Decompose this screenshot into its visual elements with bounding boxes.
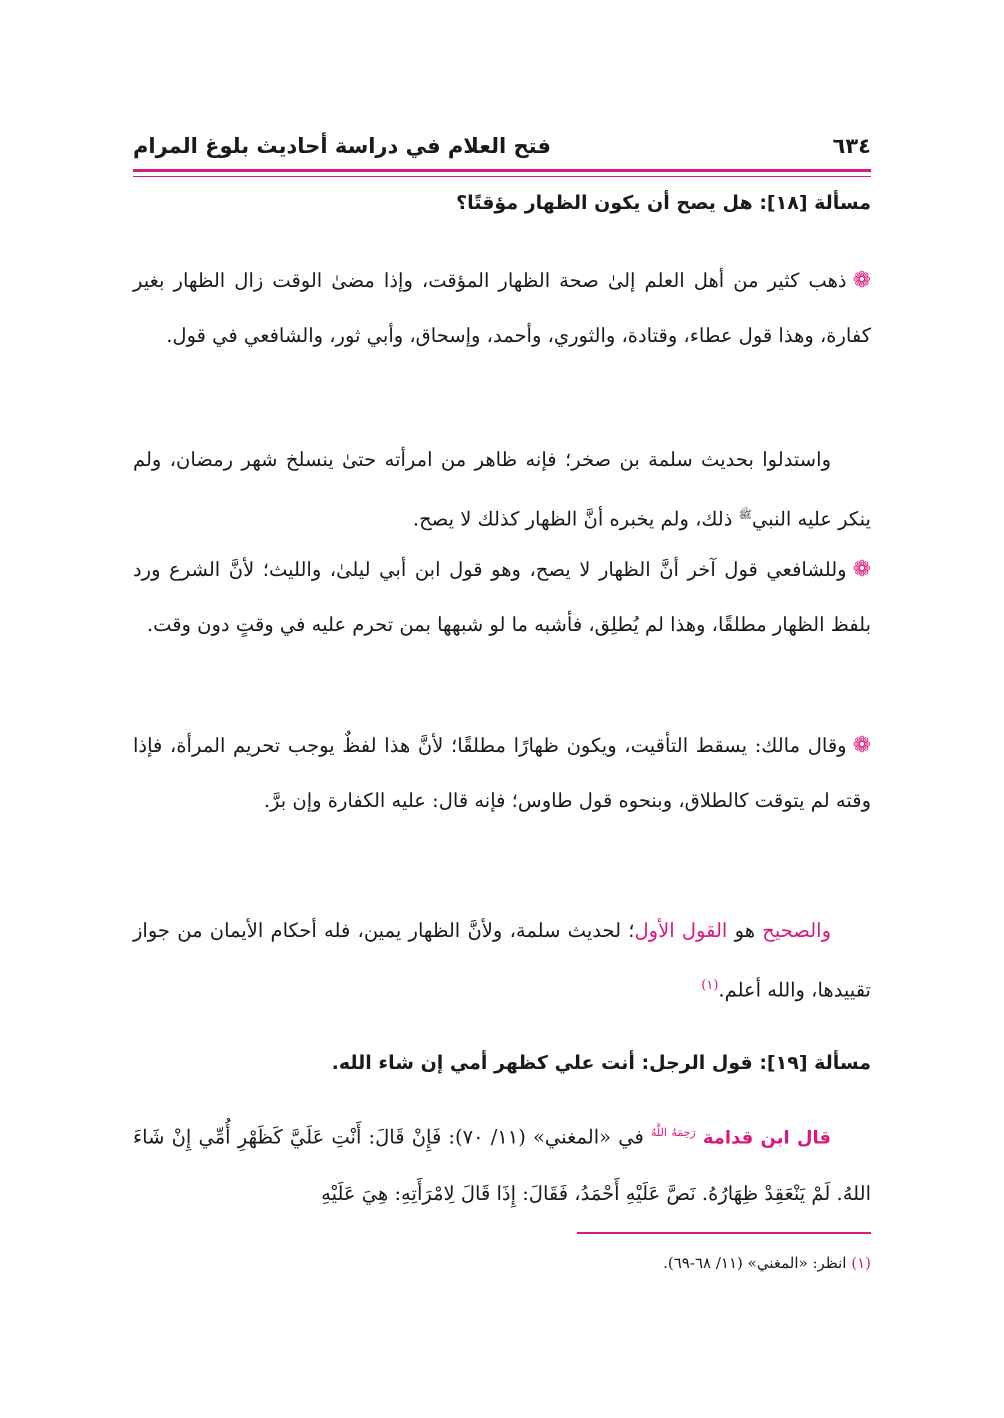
issue-19-label: مسألة [١٩]: [759, 1052, 871, 1074]
quote-text: في «المغني» (١١/ ٧٠): فَإِنْ قَالَ: أَنْتِ عَلَيَّ كَظَهْرِ أُمِّي إِنْ شَاءَ اللهُ. لَمْ يَنْعَقِدْ ظِهَارُهُ. نَصَّ عَلَيْهِ أَحْمَدُ، فَقَالَ: إِذَا قَالَ لِامْرَأَتِهِ: هِيَ عَلَيْهِ [133, 1125, 871, 1205]
issue-18-paragraph-3 [133, 542, 871, 652]
issue-18-paragraph-4 [133, 718, 871, 828]
paragraph-text: ذلك، ولم يخبره أنَّ الظهار كذلك لا يصح. [412, 507, 733, 531]
conclusion-rest: ؛ لحديث سلمة، ولأنَّ الظهار يمين، فله أحكام الأيمان من جواز تقييدها، والله أعلم. [133, 919, 871, 1002]
issue-19-question: قول الرجل: أنت علي كظهر أمي إن شاء الله. [331, 1052, 753, 1074]
conclusion-mid: هو [734, 919, 755, 942]
footnote-number: (١) [851, 1254, 871, 1272]
page-number: ٦٣٤ [832, 134, 871, 158]
issue-19-quote [133, 1105, 871, 1221]
conclusion-highlight: القول الأول [634, 919, 728, 942]
paragraph-text: ذهب كثير من أهل العلم إلىٰ صحة الظهار المؤقت، وإذا مضىٰ الوقت زال الظهار بغير كفارة، وهذا قول عطاء، وقتادة، والثوري، وأحمد، وإسحاق، وأبي ثور، والشافعي في قول. [133, 269, 871, 347]
issue-19-heading [133, 1052, 871, 1074]
issue-18-paragraph-2 [133, 432, 871, 547]
header-rule-thick [133, 169, 871, 172]
flower-bullet-icon: ❁ [852, 268, 871, 293]
footnote-reference: (١) [701, 978, 719, 993]
quoted-author: قال ابن قدامة [702, 1127, 831, 1149]
paragraph-text: وللشافعي قول آخر أنَّ الظهار لا يصح، وهو قول ابن أبي ليلىٰ، والليث؛ لأنَّ الشرع ورد بلفظ الظهار مطلقًا، وهذا لم يُطلِق، فأشبه ما لو شبهها بمن تحرم عليه في وقتٍ دون وقت. [133, 558, 871, 636]
running-header [133, 126, 871, 166]
issue-18-label: مسألة [١٨]: [759, 192, 871, 214]
issue-18-heading [133, 192, 871, 214]
footnote-rule [577, 1232, 871, 1234]
footnote [133, 1250, 871, 1276]
paragraph-text: واستدلوا بحديث سلمة بن صخر؛ فإنه ظاهر من امرأته حتىٰ ينسلخ شهر رمضان، ولم ينكر عليه النبي [133, 448, 871, 531]
book-title: فتح العلام في دراسة أحاديث بلوغ المرام [133, 134, 551, 158]
flower-bullet-icon: ❁ [852, 733, 871, 758]
issue-18-conclusion [133, 903, 871, 1018]
paragraph-text: وقال مالك: يسقط التأقيت، ويكون ظهارًا مطلقًا؛ لأنَّ هذا لفظٌ يوجب تحريم المرأة، فإذا وقته لم يتوقت كالطلاق، وبنحوه قول طاوس؛ فإنه قال: عليه الكفارة وإن برَّ. [133, 734, 871, 812]
prophet-honorific: ﷺ [738, 508, 752, 521]
author-honorific: رَحِمَهُ اللَّهُ [650, 1126, 696, 1139]
issue-18-question: هل يصح أن يكون الظهار مؤقتًا؟ [456, 192, 753, 214]
conclusion-lead: والصحيح [762, 919, 831, 942]
header-rule-thin [133, 176, 871, 177]
footnote-text: انظر: «المغني» (١١/ ٦٨-٦٩). [663, 1254, 847, 1272]
flower-bullet-icon: ❁ [852, 557, 871, 582]
issue-18-paragraph-1 [133, 253, 871, 363]
